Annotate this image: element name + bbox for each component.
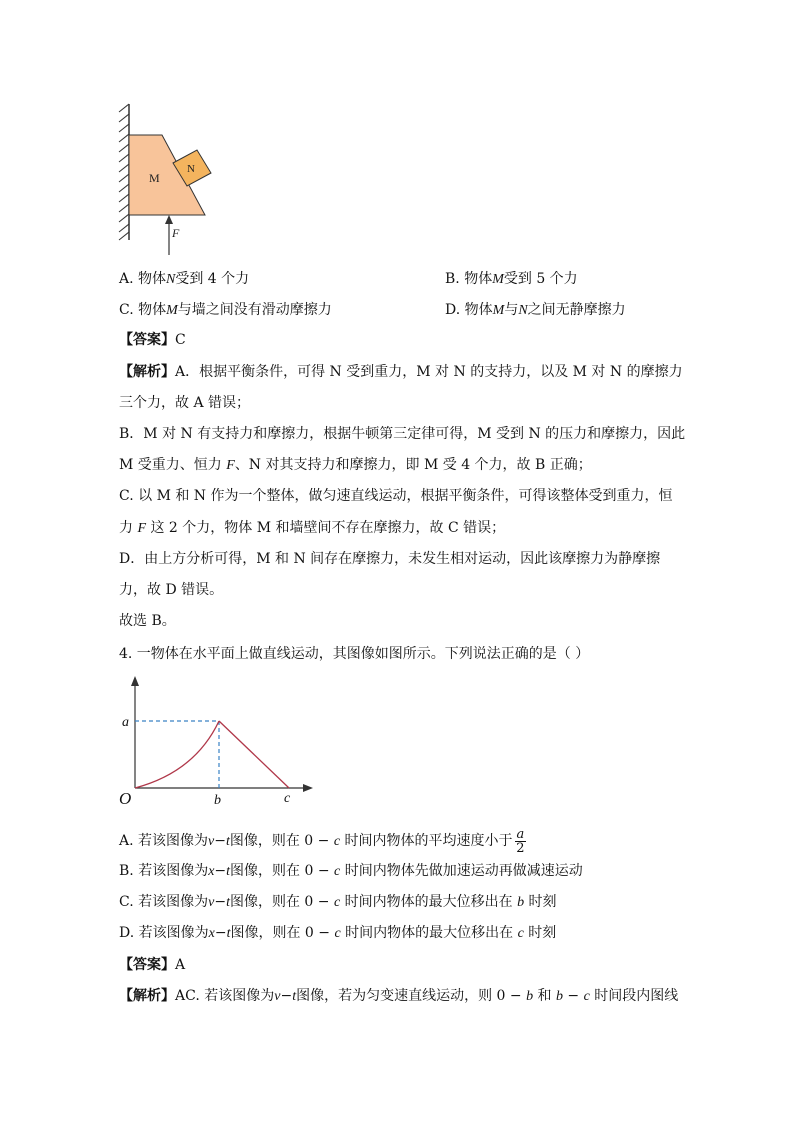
analysis-3-line-4 (119, 455, 592, 476)
line-falling (219, 721, 289, 788)
label-O: O (119, 789, 132, 808)
analysis-3-line-3: B．M 对 N 有支持力和摩擦力，根据牛顿第三定律可得，M 受到 N 的压力和摩擦力，因此 (119, 426, 686, 442)
option-B (445, 268, 578, 288)
q4-option-A-text: 图像，则在 0 − (229, 833, 334, 849)
var-t: t (292, 989, 297, 1004)
curve-rising (135, 721, 219, 788)
answer-label: 【答案】 (119, 332, 175, 348)
analysis-3-line-6 (119, 518, 505, 539)
q4-option-B-text: 图像，则在 0 − (230, 863, 335, 879)
option-D-text: 之间无静摩擦力 (527, 302, 626, 318)
analysis-text: AC. 若该图像为 (175, 988, 275, 1004)
option-C-prefix: C. 物体 (119, 302, 167, 318)
var-c: c (334, 864, 341, 879)
analysis-label: 【解析】 (119, 988, 175, 1004)
option-B-text: 受到 5 个力 (503, 271, 578, 287)
q4-option-D-text: 时间内物体的最大位移出在 (340, 925, 518, 941)
option-D-prefix: D. 物体 (445, 302, 493, 318)
minus-sign: − (214, 925, 227, 941)
option-B-prefix: B. 物体 (445, 271, 493, 287)
analysis-var: F (226, 458, 235, 473)
analysis-3-line-7: D．由上方分析可得，M 和 N 间存在摩擦力，未发生相对运动，因此该摩擦力为静摩擦 (119, 551, 661, 567)
analysis-text: 这 2 个力，物体 M 和墙壁间不存在摩擦力，故 C 错误； (146, 520, 506, 536)
label-c: c (284, 791, 291, 806)
answer-value: A (175, 957, 186, 973)
figure-wall-blocks (115, 100, 225, 260)
analysis-text: 、N 对其支持力和摩擦力，即 M 受 4 个力，故 B 正确； (234, 457, 592, 473)
q4-option-D-text: 图像，则在 0 − (230, 925, 335, 941)
option-D-mid: 与 (504, 302, 519, 318)
question-4-stem: 4. 一物体在水平面上做直线运动，其图像如图所示。下列说法正确的是（ ） (119, 646, 590, 662)
q4-option-C-text: 时刻 (524, 894, 557, 910)
var-b: b (526, 989, 534, 1004)
label-a: a (122, 715, 129, 730)
label-N: N (187, 163, 195, 175)
var-x: x (208, 926, 215, 941)
var-t: t (226, 895, 230, 910)
q4-option-C-text: 图像，则在 0 − (229, 894, 334, 910)
var-t: t (226, 926, 231, 941)
analysis-var: F (137, 521, 147, 536)
var-t: t (226, 864, 231, 879)
q4-option-B-text: B. 若该图像为 (119, 863, 209, 879)
q4-option-D-text: 时刻 (523, 925, 557, 941)
var-b: b (517, 895, 525, 910)
minus-sign: − (214, 833, 226, 849)
analysis-3-line-8: 力，故 D 错误。 (119, 582, 224, 598)
analysis-text: 图像，若为匀变速直线运动，则 0 − (296, 988, 527, 1004)
label-b: b (214, 793, 221, 808)
answer-value: C (175, 332, 186, 348)
label-M: M (149, 171, 160, 185)
analysis-3-line-9: 故选 B。 (119, 613, 176, 629)
analysis-text: A．根据平衡条件，可得 N 受到重力，M 对 N 的支持力，以及 M 对 N 的摩擦力 (175, 364, 683, 380)
minus-sign: − (562, 988, 584, 1004)
label-F: F (172, 226, 180, 240)
q4-option-B (119, 861, 583, 882)
var-c: c (517, 926, 524, 941)
option-C-var: M (166, 303, 178, 318)
minus-sign: − (280, 988, 293, 1004)
fraction-denominator: 2 (516, 840, 525, 856)
option-D (445, 299, 626, 319)
analysis-3-line-5: C. 以 M 和 N 作为一个整体，做匀速直线运动，根据平衡条件，可得该整体受到重力，恒 (119, 488, 673, 504)
q4-option-C (119, 892, 557, 913)
option-A-var: N (166, 272, 176, 287)
axes (131, 676, 313, 792)
analysis-4-line-1 (119, 986, 678, 1007)
q4-option-D (119, 923, 556, 944)
var-c: c (583, 989, 590, 1004)
q4-option-A-text: A. 若该图像为 (119, 833, 209, 849)
analysis-3-line-2: 三个力，故 A 错误； (119, 395, 251, 411)
analysis-text: 和 (533, 988, 556, 1004)
analysis-3-line-1 (119, 362, 683, 382)
var-c: c (333, 895, 341, 910)
q4-option-A-text: 时间内物体的平均速度小于 (340, 833, 513, 849)
q4-option-D-text: D. 若该图像为 (119, 925, 209, 941)
var-b: b (555, 989, 563, 1004)
answer-4 (119, 955, 185, 975)
var-c: c (334, 926, 341, 941)
wall-hatching (119, 104, 129, 240)
fraction-numerator: a (516, 826, 525, 842)
minus-sign: − (214, 863, 227, 879)
option-D-var: M (492, 303, 505, 318)
analysis-text: 时间段内图线 (589, 988, 679, 1004)
analysis-text: 力 (119, 520, 138, 536)
q4-option-A (119, 826, 526, 857)
option-A-text: 受到 4 个力 (175, 271, 250, 287)
var-x: x (208, 864, 215, 879)
fraction-a-over-2 (515, 828, 527, 855)
var-c: c (333, 834, 341, 849)
var-v: v (274, 989, 281, 1004)
dashed-guides (135, 721, 219, 788)
answer-label: 【答案】 (119, 957, 175, 973)
analysis-text: M 受重力、恒力 (119, 457, 227, 473)
answer-3 (119, 330, 186, 350)
figure-graph (115, 670, 325, 810)
option-A (119, 268, 249, 288)
var-v: v (208, 834, 215, 849)
var-v: v (208, 895, 215, 910)
option-A-prefix: A. 物体 (119, 271, 167, 287)
analysis-label: 【解析】 (119, 364, 175, 380)
q4-option-C-text: 时间内物体的最大位移出在 (340, 894, 518, 910)
minus-sign: − (214, 894, 227, 910)
option-B-var: M (492, 272, 504, 287)
var-t: t (225, 834, 230, 849)
q4-option-B-text: 时间内物体先做加速运动再做减速运动 (340, 863, 583, 879)
option-D-var2: N (518, 303, 528, 318)
option-C-text: 与墙之间没有滑动摩擦力 (177, 302, 332, 318)
q4-option-C-text: C. 若该图像为 (119, 894, 209, 910)
option-C (119, 299, 332, 319)
